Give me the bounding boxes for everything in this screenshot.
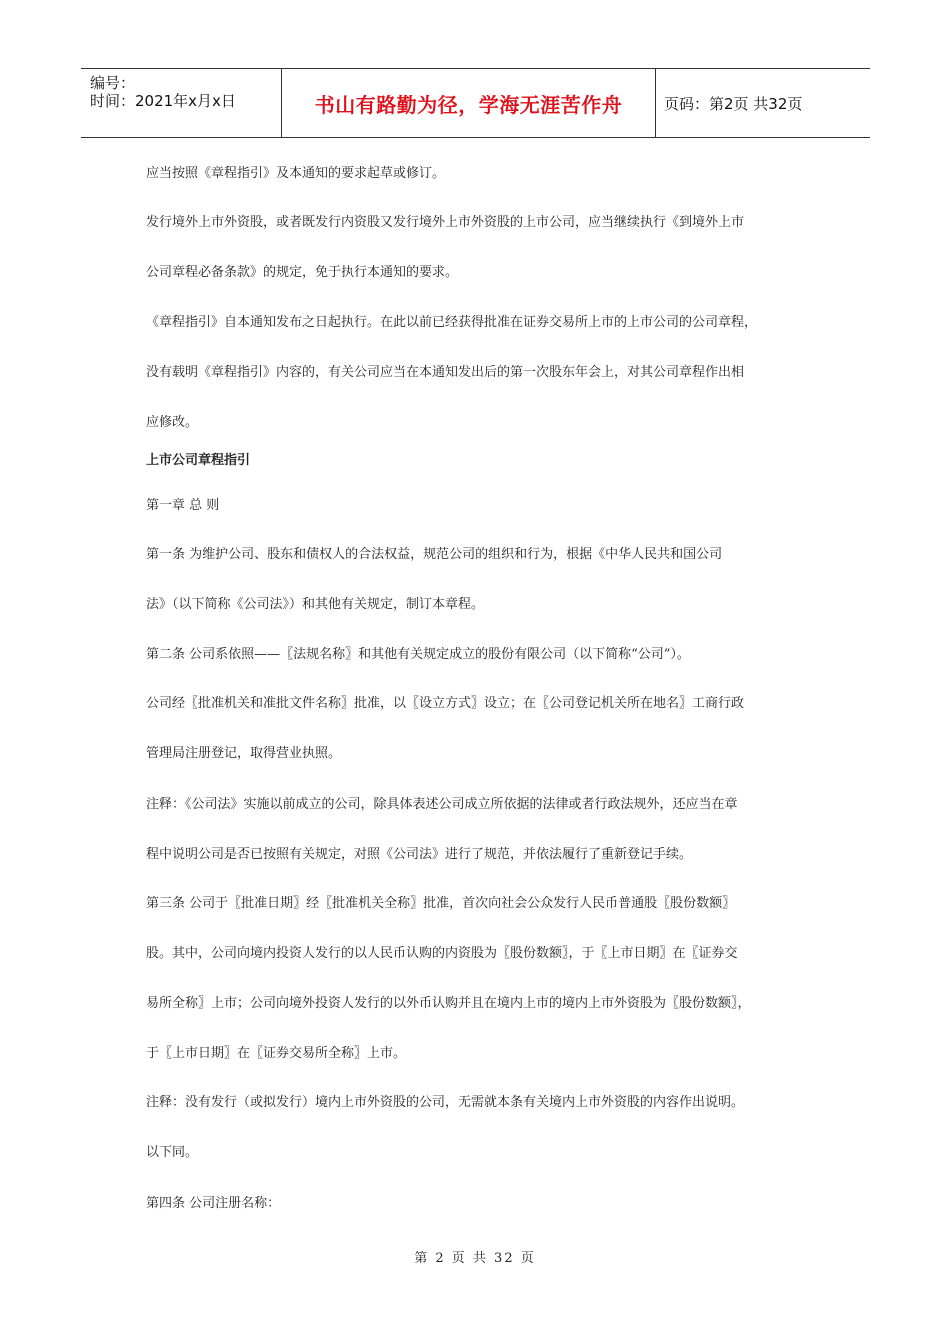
body-line: 管理局注册登记，取得营业执照。 — [146, 746, 342, 761]
body-line: 注释：《公司法》实施以前成立的公司，除具体表述公司成立所依据的法律或者行政法规外，还应当在章 — [146, 797, 738, 812]
chapter-heading: 第一章 总 则 — [146, 498, 220, 513]
section-title: 上市公司章程指引 — [146, 453, 251, 468]
body-line: 易所全称〗上市；公司向境外投资人发行的以外币认购并且在境内上市的境内上市外资股为〖股份数额〗， — [146, 996, 751, 1011]
header-motto — [282, 69, 656, 137]
number-label: 编号： — [90, 74, 136, 92]
body-line: 程中说明公司是否已按照有关规定，对照《公司法》进行了规范，并依法履行了重新登记手续。 — [146, 847, 693, 862]
body-line: 以下同。 — [146, 1145, 199, 1160]
body-line: 发行境外上市外资股，或者既发行内资股又发行境外上市外资股的上市公司，应当继续执行《到境外上市 — [146, 215, 745, 230]
time-label: 时间：2021年x月x日 — [90, 92, 236, 110]
body-line: 公司章程必备条款》的规定，免于执行本通知的要求。 — [146, 265, 459, 280]
body-line: 第四条 公司注册名称： — [146, 1196, 281, 1211]
page-footer: 第 2 页 共 32 页 — [414, 1251, 536, 1266]
page-info: 页码：第2页 共32页 — [664, 94, 803, 113]
body-line: 第三条 公司于〖批准日期〗经〖批准机关全称〗批准，首次向社会公众发行人民币普通股〖股份数额〗 — [146, 896, 736, 911]
body-line: 应修改。 — [146, 415, 199, 430]
body-line: 第二条 公司系依照——〖法规名称〗和其他有关规定成立的股份有限公司（以下简称“公司”）。 — [146, 647, 690, 662]
motto-text: 书山有路勤为径，学海无涯苦作舟 — [314, 92, 623, 117]
body-line: 应当按照《章程指引》及本通知的要求起草或修订。 — [146, 166, 446, 181]
body-line: 于〖上市日期〗在〖证券交易所全称〗上市。 — [146, 1046, 407, 1061]
body-line: 没有载明《章程指引》内容的，有关公司应当在本通知发出后的第一次股东年会上，对其公司章程作出相 — [146, 365, 745, 380]
header-table — [81, 68, 870, 138]
body-line: 第一条 为维护公司、股东和债权人的合法权益，规范公司的组织和行为，根据《中华人民共和国公司 — [146, 547, 723, 562]
body-line: 法》（以下简称《公司法》）和其他有关规定，制订本章程。 — [146, 597, 485, 612]
header-meta — [81, 69, 282, 137]
body-line: 注释：没有发行（或拟发行）境内上市外资股的公司，无需就本条有关境内上市外资股的内容作出说明。 — [146, 1095, 745, 1110]
body-line: 股。其中，公司向境内投资人发行的以人民币认购的内资股为〖股份数额〗，于〖上市日期〗在〖证券交 — [146, 946, 738, 961]
body-line: 公司经〖批准机关和准批文件名称〗批准，以〖设立方式〗设立；在〖公司登记机关所在地名〗工商行政 — [146, 696, 745, 711]
body-line: 《章程指引》自本通知发布之日起执行。在此以前已经获得批准在证券交易所上市的上市公司的公司章程， — [146, 315, 758, 330]
